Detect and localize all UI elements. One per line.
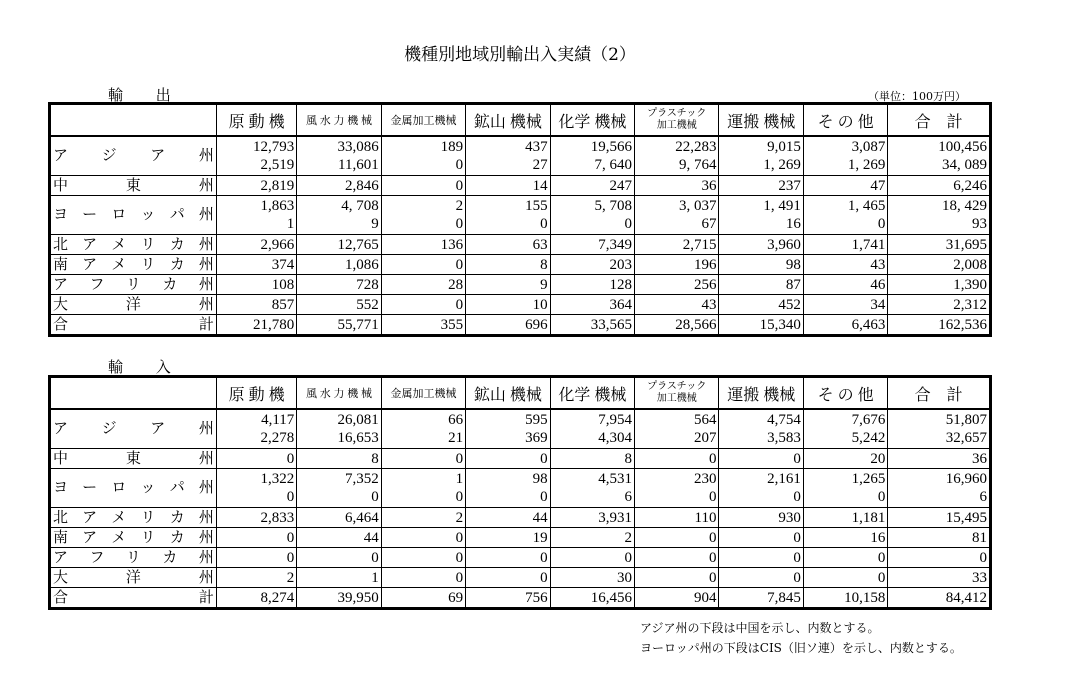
table-cell: 3,960: [719, 235, 803, 255]
table-cell: 256: [635, 275, 719, 295]
table-cell: 15,495: [888, 508, 991, 528]
table-cell: 31,695: [888, 235, 991, 255]
table-cell: 4,117 2,278: [216, 409, 296, 449]
table-cell: 7,845: [719, 588, 803, 609]
table-cell: 595 369: [466, 409, 550, 449]
table-cell: 28,566: [635, 315, 719, 336]
table-cell: 84,412: [888, 588, 991, 609]
table-cell: 2,966: [216, 235, 296, 255]
column-header: 金属加工機械: [381, 377, 465, 410]
table-cell: 47: [803, 176, 887, 196]
table-cell: 28: [381, 275, 465, 295]
table-cell: 4,531 6: [550, 469, 634, 508]
table-cell: 162,536: [888, 315, 991, 336]
table-cell: 16,456: [550, 588, 634, 609]
table-cell: 374: [216, 255, 296, 275]
region-label: 中 東 州: [50, 176, 217, 196]
table-cell: 0: [381, 295, 465, 315]
region-label: 合 計: [50, 588, 217, 609]
import-header-row: [50, 377, 991, 410]
table-cell: 1,863 1: [216, 196, 296, 235]
table-cell: 4,754 3,583: [719, 409, 803, 449]
table-cell: 0: [381, 176, 465, 196]
table-row: [50, 136, 991, 176]
table-cell: 0: [635, 568, 719, 588]
column-header: 鉱山 機械: [466, 104, 550, 137]
table-cell: 10,158: [803, 588, 887, 609]
table-cell: 0: [381, 449, 465, 469]
table-cell: 0: [719, 528, 803, 548]
table-cell: 19,566 7, 640: [550, 136, 634, 176]
column-header: 風 水 力 機 械: [297, 377, 381, 410]
table-cell: 1,086: [297, 255, 381, 275]
unit-label: （単位：100万円）: [868, 90, 966, 103]
table-cell: 0: [719, 548, 803, 568]
table-row: [50, 176, 991, 196]
footnote-europe: ヨーロッパ州の下段はCIS（旧ソ連）を示し、内数とする。: [640, 641, 962, 655]
table-cell: 87: [719, 275, 803, 295]
column-header: 原 動 機: [216, 104, 296, 137]
table-cell: 2: [216, 568, 296, 588]
column-header: そ の 他: [803, 377, 887, 410]
column-header: 風 水 力 機 械: [297, 104, 381, 137]
table-cell: 0: [635, 548, 719, 568]
table-cell: 0: [803, 548, 887, 568]
table-cell: 1,322 0: [216, 469, 296, 508]
table-row: [50, 508, 991, 528]
table-cell: 364: [550, 295, 634, 315]
column-header: プラスチック 加工機械: [635, 377, 719, 410]
table-cell: 5, 708 0: [550, 196, 634, 235]
table-cell: 36: [888, 449, 991, 469]
export-body: [50, 136, 991, 336]
table-cell: 2,161 0: [719, 469, 803, 508]
table-row: [50, 588, 991, 609]
table-cell: 6,246: [888, 176, 991, 196]
table-cell: 0: [803, 568, 887, 588]
import-section-label: 輸 入: [108, 358, 185, 376]
table-cell: 728: [297, 275, 381, 295]
table-cell: 39,950: [297, 588, 381, 609]
region-label: ア フ リ カ 州: [50, 275, 217, 295]
table-cell: 18, 429 93: [888, 196, 991, 235]
table-cell: 128: [550, 275, 634, 295]
column-header: 金属加工機械: [381, 104, 465, 137]
table-cell: 0: [466, 548, 550, 568]
table-cell: 552: [297, 295, 381, 315]
table-cell: 3, 037 67: [635, 196, 719, 235]
table-cell: 22,283 9, 764: [635, 136, 719, 176]
table-cell: 7,352 0: [297, 469, 381, 508]
table-cell: 98 0: [466, 469, 550, 508]
table-cell: 26,081 16,653: [297, 409, 381, 449]
table-cell: 15,340: [719, 315, 803, 336]
column-header: 鉱山 機械: [466, 377, 550, 410]
table-cell: 3,931: [550, 508, 634, 528]
table-cell: 8: [550, 449, 634, 469]
table-cell: 1, 491 16: [719, 196, 803, 235]
export-section-label: 輸 出: [108, 86, 185, 104]
table-cell: 696: [466, 315, 550, 336]
table-cell: 7,954 4,304: [550, 409, 634, 449]
table-cell: 0: [216, 528, 296, 548]
table-cell: 196: [635, 255, 719, 275]
table-cell: 0: [550, 548, 634, 568]
region-label: ア ジ ア 州: [50, 136, 217, 176]
table-row: [50, 409, 991, 449]
table-cell: 0: [635, 528, 719, 548]
table-row: [50, 315, 991, 336]
table-cell: 81: [888, 528, 991, 548]
table-cell: 16,960 6: [888, 469, 991, 508]
footnotes: [640, 618, 962, 658]
table-cell: 33,086 11,601: [297, 136, 381, 176]
table-cell: 930: [719, 508, 803, 528]
table-cell: 20: [803, 449, 887, 469]
region-label: 南 ア メ リ カ 州: [50, 255, 217, 275]
table-cell: 2: [550, 528, 634, 548]
table-cell: 189 0: [381, 136, 465, 176]
table-cell: 43: [803, 255, 887, 275]
import-body: [50, 409, 991, 609]
table-cell: 6,463: [803, 315, 887, 336]
table-cell: 355: [381, 315, 465, 336]
export-table: [48, 102, 992, 337]
region-label: ヨ ー ロ ッ パ 州: [50, 469, 217, 508]
region-label: 北 ア メ リ カ 州: [50, 235, 217, 255]
table-cell: 0: [381, 528, 465, 548]
table-cell: 247: [550, 176, 634, 196]
table-cell: 2,833: [216, 508, 296, 528]
table-cell: 36: [635, 176, 719, 196]
table-cell: 756: [466, 588, 550, 609]
column-header: 原 動 機: [216, 377, 296, 410]
table-cell: 2,846: [297, 176, 381, 196]
region-label: ア フ リ カ 州: [50, 548, 217, 568]
table-cell: 2,819: [216, 176, 296, 196]
table-cell: 437 27: [466, 136, 550, 176]
table-cell: 33,565: [550, 315, 634, 336]
table-cell: 2,715: [635, 235, 719, 255]
table-cell: 564 207: [635, 409, 719, 449]
table-cell: 1, 465 0: [803, 196, 887, 235]
table-cell: 857: [216, 295, 296, 315]
table-cell: 9: [466, 275, 550, 295]
table-cell: 0: [216, 449, 296, 469]
table-cell: 100,456 34, 089: [888, 136, 991, 176]
table-cell: 46: [803, 275, 887, 295]
table-cell: 108: [216, 275, 296, 295]
column-header: 合 計: [888, 377, 991, 410]
table-cell: 8,274: [216, 588, 296, 609]
table-cell: 203: [550, 255, 634, 275]
table-cell: 136: [381, 235, 465, 255]
table-cell: 0: [888, 548, 991, 568]
region-label: ア ジ ア 州: [50, 409, 217, 449]
table-cell: 33: [888, 568, 991, 588]
table-cell: 34: [803, 295, 887, 315]
table-cell: 55,771: [297, 315, 381, 336]
table-row: [50, 469, 991, 508]
table-cell: 2 0: [381, 196, 465, 235]
table-cell: 2,008: [888, 255, 991, 275]
table-cell: 2,312: [888, 295, 991, 315]
table-cell: 63: [466, 235, 550, 255]
table-cell: 0: [635, 449, 719, 469]
column-header: 運搬 機械: [719, 104, 803, 137]
column-header: プラスチック 加工機械: [635, 104, 719, 137]
table-row: [50, 568, 991, 588]
table-cell: 0: [216, 548, 296, 568]
table-cell: 1,265 0: [803, 469, 887, 508]
table-row: [50, 449, 991, 469]
table-cell: 1,390: [888, 275, 991, 295]
table-cell: 230 0: [635, 469, 719, 508]
table-cell: 21,780: [216, 315, 296, 336]
table-row: [50, 548, 991, 568]
table-cell: 0: [719, 568, 803, 588]
table-cell: 8: [297, 449, 381, 469]
table-cell: 9,015 1, 269: [719, 136, 803, 176]
table-cell: 0: [381, 255, 465, 275]
table-cell: 1,741: [803, 235, 887, 255]
table-cell: 69: [381, 588, 465, 609]
page-title: 機種別地域別輸出入実績（2）: [404, 45, 636, 65]
region-label: 北 ア メ リ カ 州: [50, 508, 217, 528]
column-header: 化学 機械: [550, 104, 634, 137]
table-row: [50, 255, 991, 275]
table-row: [50, 235, 991, 255]
table-cell: 44: [297, 528, 381, 548]
export-header-row: [50, 104, 991, 137]
table-cell: 43: [635, 295, 719, 315]
region-label: 合 計: [50, 315, 217, 336]
table-cell: 2: [381, 508, 465, 528]
column-header: 運搬 機械: [719, 377, 803, 410]
table-cell: 0: [381, 568, 465, 588]
table-cell: 19: [466, 528, 550, 548]
table-row: [50, 275, 991, 295]
table-cell: 6,464: [297, 508, 381, 528]
table-cell: 98: [719, 255, 803, 275]
table-cell: 1: [297, 568, 381, 588]
table-cell: 3,087 1, 269: [803, 136, 887, 176]
table-cell: 12,765: [297, 235, 381, 255]
region-label: ヨ ー ロ ッ パ 州: [50, 196, 217, 235]
table-cell: 66 21: [381, 409, 465, 449]
table-cell: 904: [635, 588, 719, 609]
table-row: [50, 295, 991, 315]
table-cell: 7,349: [550, 235, 634, 255]
region-label: 大 洋 州: [50, 295, 217, 315]
column-header: 化学 機械: [550, 377, 634, 410]
table-cell: 14: [466, 176, 550, 196]
table-cell: 237: [719, 176, 803, 196]
table-cell: 51,807 32,657: [888, 409, 991, 449]
table-cell: 12,793 2,519: [216, 136, 296, 176]
table-cell: 44: [466, 508, 550, 528]
table-cell: 452: [719, 295, 803, 315]
table-cell: 30: [550, 568, 634, 588]
table-cell: 1,181: [803, 508, 887, 528]
region-label: 南 ア メ リ カ 州: [50, 528, 217, 548]
table-cell: 155 0: [466, 196, 550, 235]
table-cell: 10: [466, 295, 550, 315]
table-cell: 0: [466, 568, 550, 588]
table-row: [50, 528, 991, 548]
table-cell: 0: [466, 449, 550, 469]
table-cell: 16: [803, 528, 887, 548]
table-cell: 4, 708 9: [297, 196, 381, 235]
import-table: [48, 375, 992, 610]
header-blank: [50, 377, 217, 410]
footnote-asia: アジア州の下段は中国を示し、内数とする。: [640, 621, 880, 635]
table-cell: 7,676 5,242: [803, 409, 887, 449]
table-cell: 8: [466, 255, 550, 275]
region-label: 大 洋 州: [50, 568, 217, 588]
table-cell: 1 0: [381, 469, 465, 508]
region-label: 中 東 州: [50, 449, 217, 469]
column-header: そ の 他: [803, 104, 887, 137]
table-cell: 110: [635, 508, 719, 528]
table-row: [50, 196, 991, 235]
table-cell: 0: [719, 449, 803, 469]
table-cell: 0: [381, 548, 465, 568]
header-blank: [50, 104, 217, 137]
table-cell: 0: [297, 548, 381, 568]
column-header: 合 計: [888, 104, 991, 137]
